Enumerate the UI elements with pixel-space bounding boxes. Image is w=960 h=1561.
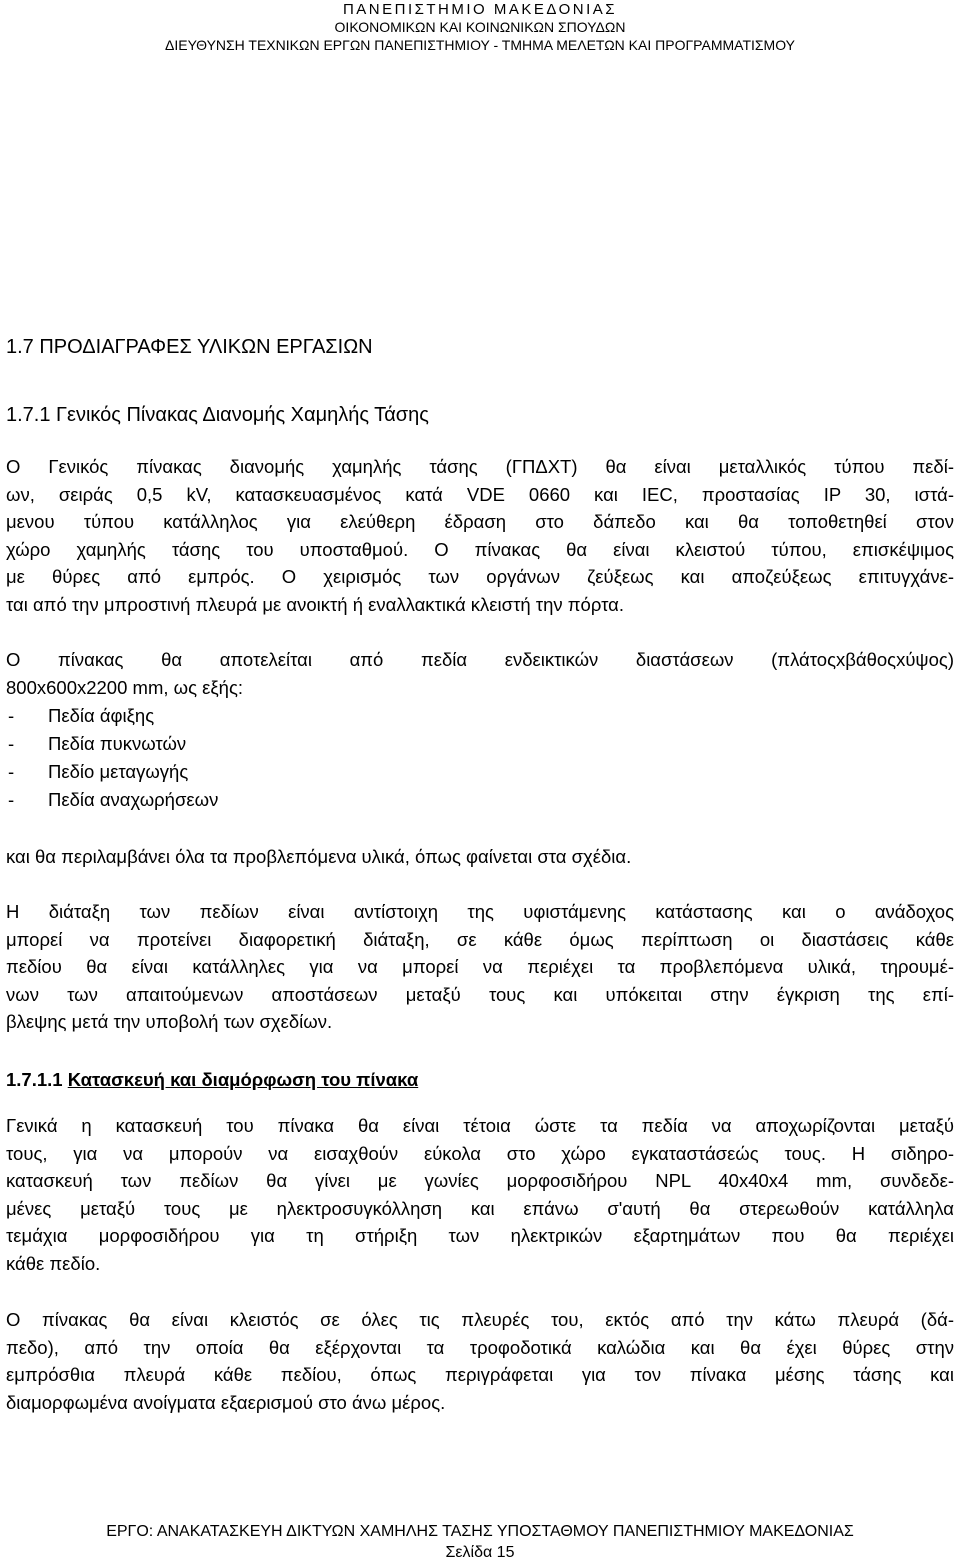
list-dash: - — [8, 705, 15, 726]
paragraph-line: εμπρόσθια πλευρά κάθε πεδίου, όπως περιγράφεται για τον πίνακα μέσης τάσης και — [6, 1364, 954, 1386]
subsection-heading: 1.7.1 Γενικός Πίνακας Διανομής Χαμηλής Τάσης — [6, 404, 429, 426]
paragraph-construction — [6, 1112, 954, 1278]
list-dash: - — [8, 761, 15, 782]
paragraph-line: διαμορφωμένα ανοίγματα εξαερισμού στο άνω μέρος. — [6, 1391, 446, 1413]
paragraph-general-description — [6, 453, 954, 619]
paragraph-layout — [6, 898, 954, 1036]
paragraph-line: νων των απαιτούμενων αποστάσεων μεταξύ τους και υπόκειται στην έγκριση της επί- — [6, 983, 954, 1005]
page-number: Σελίδα 15 — [445, 1544, 515, 1561]
paragraph-line: πεδίου θα είναι κατάλληλες για να μπορεί να περιέχει τα προβλεπόμενα υλικά, τηρουμέ- — [6, 956, 954, 978]
list-item — [6, 758, 218, 786]
paragraph-line: Ο Γενικός πίνακας διανομής χαμηλής τάσης (ΓΠΔΧΤ) θα είναι μεταλλικός τύπου πεδί- — [6, 456, 954, 477]
list-item-text: Πεδία άφιξης — [48, 705, 155, 726]
paragraph-enclosure — [6, 1306, 954, 1416]
paragraph-line: ων, σειράς 0,5 kV, κατασκευασμένος κατά VDE 0660 και IEC, προστασίας IP 30, ιστά- — [6, 483, 954, 505]
subsubsection-title: Κατασκευή και διαμόρφωση του πίνακα — [67, 1069, 419, 1090]
list-item — [6, 702, 218, 730]
panel-fields-list — [6, 702, 218, 814]
list-item-text: Πεδία πυκνωτών — [48, 733, 187, 754]
subsubsection-heading — [6, 1068, 418, 1092]
list-item-text: Πεδία αναχωρήσεων — [48, 789, 219, 810]
list-item — [6, 786, 218, 814]
list-dash: - — [8, 733, 15, 754]
paragraph-line: 800x600x2200 mm, ως εξής: — [6, 676, 244, 698]
footer-project: ΕΡΓΟ: ΑΝΑΚΑΤΑΣΚΕΥΗ ΔΙΚΤΥΩΝ ΧΑΜΗΛΗΣ ΤΑΣΗΣ ΥΠΟΣΤΑΘΜΟΥ ΠΑΝΕΠΙΣΤΗΜΙΟΥ ΜΑΚΕΔΟΝΙΑΣ — [106, 1523, 854, 1540]
section-heading: 1.7 ΠΡΟΔΙΑΓΡΑΦΕΣ ΥΛΙΚΩΝ ΕΡΓΑΣΙΩΝ — [6, 336, 373, 358]
paragraph-line: με θύρες από εμπρός. Ο χειρισμός των οργάνων ζεύξεως και αποζεύξεως επιτυγχάνε- — [6, 566, 954, 588]
paragraph-line: Ο πίνακας θα είναι κλειστός σε όλες τις πλευρές του, εκτός από την κάτω πλευρά (δά- — [6, 1309, 954, 1330]
list-item-text: Πεδίο μεταγωγής — [48, 761, 189, 782]
list-item — [6, 730, 218, 758]
header-school: ΟΙΚΟΝΟΜΙΚΩΝ ΚΑΙ ΚΟΙΝΩΝΙΚΩΝ ΣΠΟΥΔΩΝ — [334, 19, 626, 35]
subsubsection-number: 1.7.1.1 — [6, 1069, 63, 1090]
header-department: ΔΙΕΥΘΥΝΣΗ ΤΕΧΝΙΚΩΝ ΕΡΓΩΝ ΠΑΝΕΠΙΣΤΗΜΙΟΥ - ΤΜΗΜΑ ΜΕΛΕΤΩΝ ΚΑΙ ΠΡΟΓΡΑΜΜΑΤΙΣΜΟΥ — [165, 37, 795, 53]
paragraph-line: κατασκευή των πεδίων θα γίνει με γωνίες μορφοσιδήρου NPL 40x40x4 mm, συνδεδε- — [6, 1170, 954, 1192]
paragraph-line: Γενικά η κατασκευή του πίνακα θα είναι τέτοια ώστε τα πεδία να αποχωρίζονται μεταξύ — [6, 1115, 954, 1136]
paragraph-line: μένες μεταξύ τους με ηλεκτροσυγκόλληση και επάνω σ'αυτή θα στερεωθούν κατάλληλα — [6, 1197, 954, 1219]
paragraph-line: μενου τύπου κατάλληλος για ελεύθερη έδραση στο δάπεδο και θα τοποθετηθεί στον — [6, 511, 954, 533]
paragraph-line: μπορεί να προτείνει διαφορετική διάταξη, σε κάθε όμως περίπτωση οι διαστάσεις κάθε — [6, 928, 954, 950]
paragraph-line: τεμάχια μορφοσιδήρου για τη στήριξη των ηλεκτρικών εξαρτημάτων που θα περιέχει — [6, 1225, 954, 1247]
paragraph-line: κάθε πεδίο. — [6, 1252, 101, 1274]
paragraph-includes: και θα περιλαμβάνει όλα τα προβλεπόμενα υλικά, όπως φαίνεται στα σχέδια. — [6, 846, 632, 867]
paragraph-line: Η διάταξη των πεδίων είναι αντίστοιχη της υφιστάμενης κατάστασης και ο ανάδοχος — [6, 901, 954, 922]
paragraph-line: πεδο), από την οποία θα εξέρχονται τα τροφοδοτικά καλώδια και θα έχει θύρες στην — [6, 1336, 954, 1358]
paragraph-line: Ο πίνακας θα αποτελείται από πεδία ενδεικτικών διαστάσεων (πλάτοςxβάθοςxύψος) — [6, 649, 954, 670]
paragraph-line: ται από την μπροστινή πλευρά με ανοικτή ή εναλλακτικά κλειστή την πόρτα. — [6, 593, 624, 615]
paragraph-line: βλεψης μετά την υποβολή των σχεδίων. — [6, 1011, 333, 1033]
paragraph-line: χώρο χαμηλής τάσης του υποσταθμού. Ο πίνακας θα είναι κλειστού τύπου, επισκέψιμος — [6, 538, 954, 560]
header-university: ΠΑΝΕΠΙΣΤΗΜΙΟ ΜΑΚΕΔΟΝΙΑΣ — [342, 1, 618, 18]
paragraph-line: τους, για να μπορούν να εισαχθούν εύκολα στο χώρο εγκαταστάσεώς τους. Η σιδηρο- — [6, 1142, 954, 1164]
paragraph-dimensions — [6, 646, 954, 701]
list-dash: - — [8, 789, 15, 810]
